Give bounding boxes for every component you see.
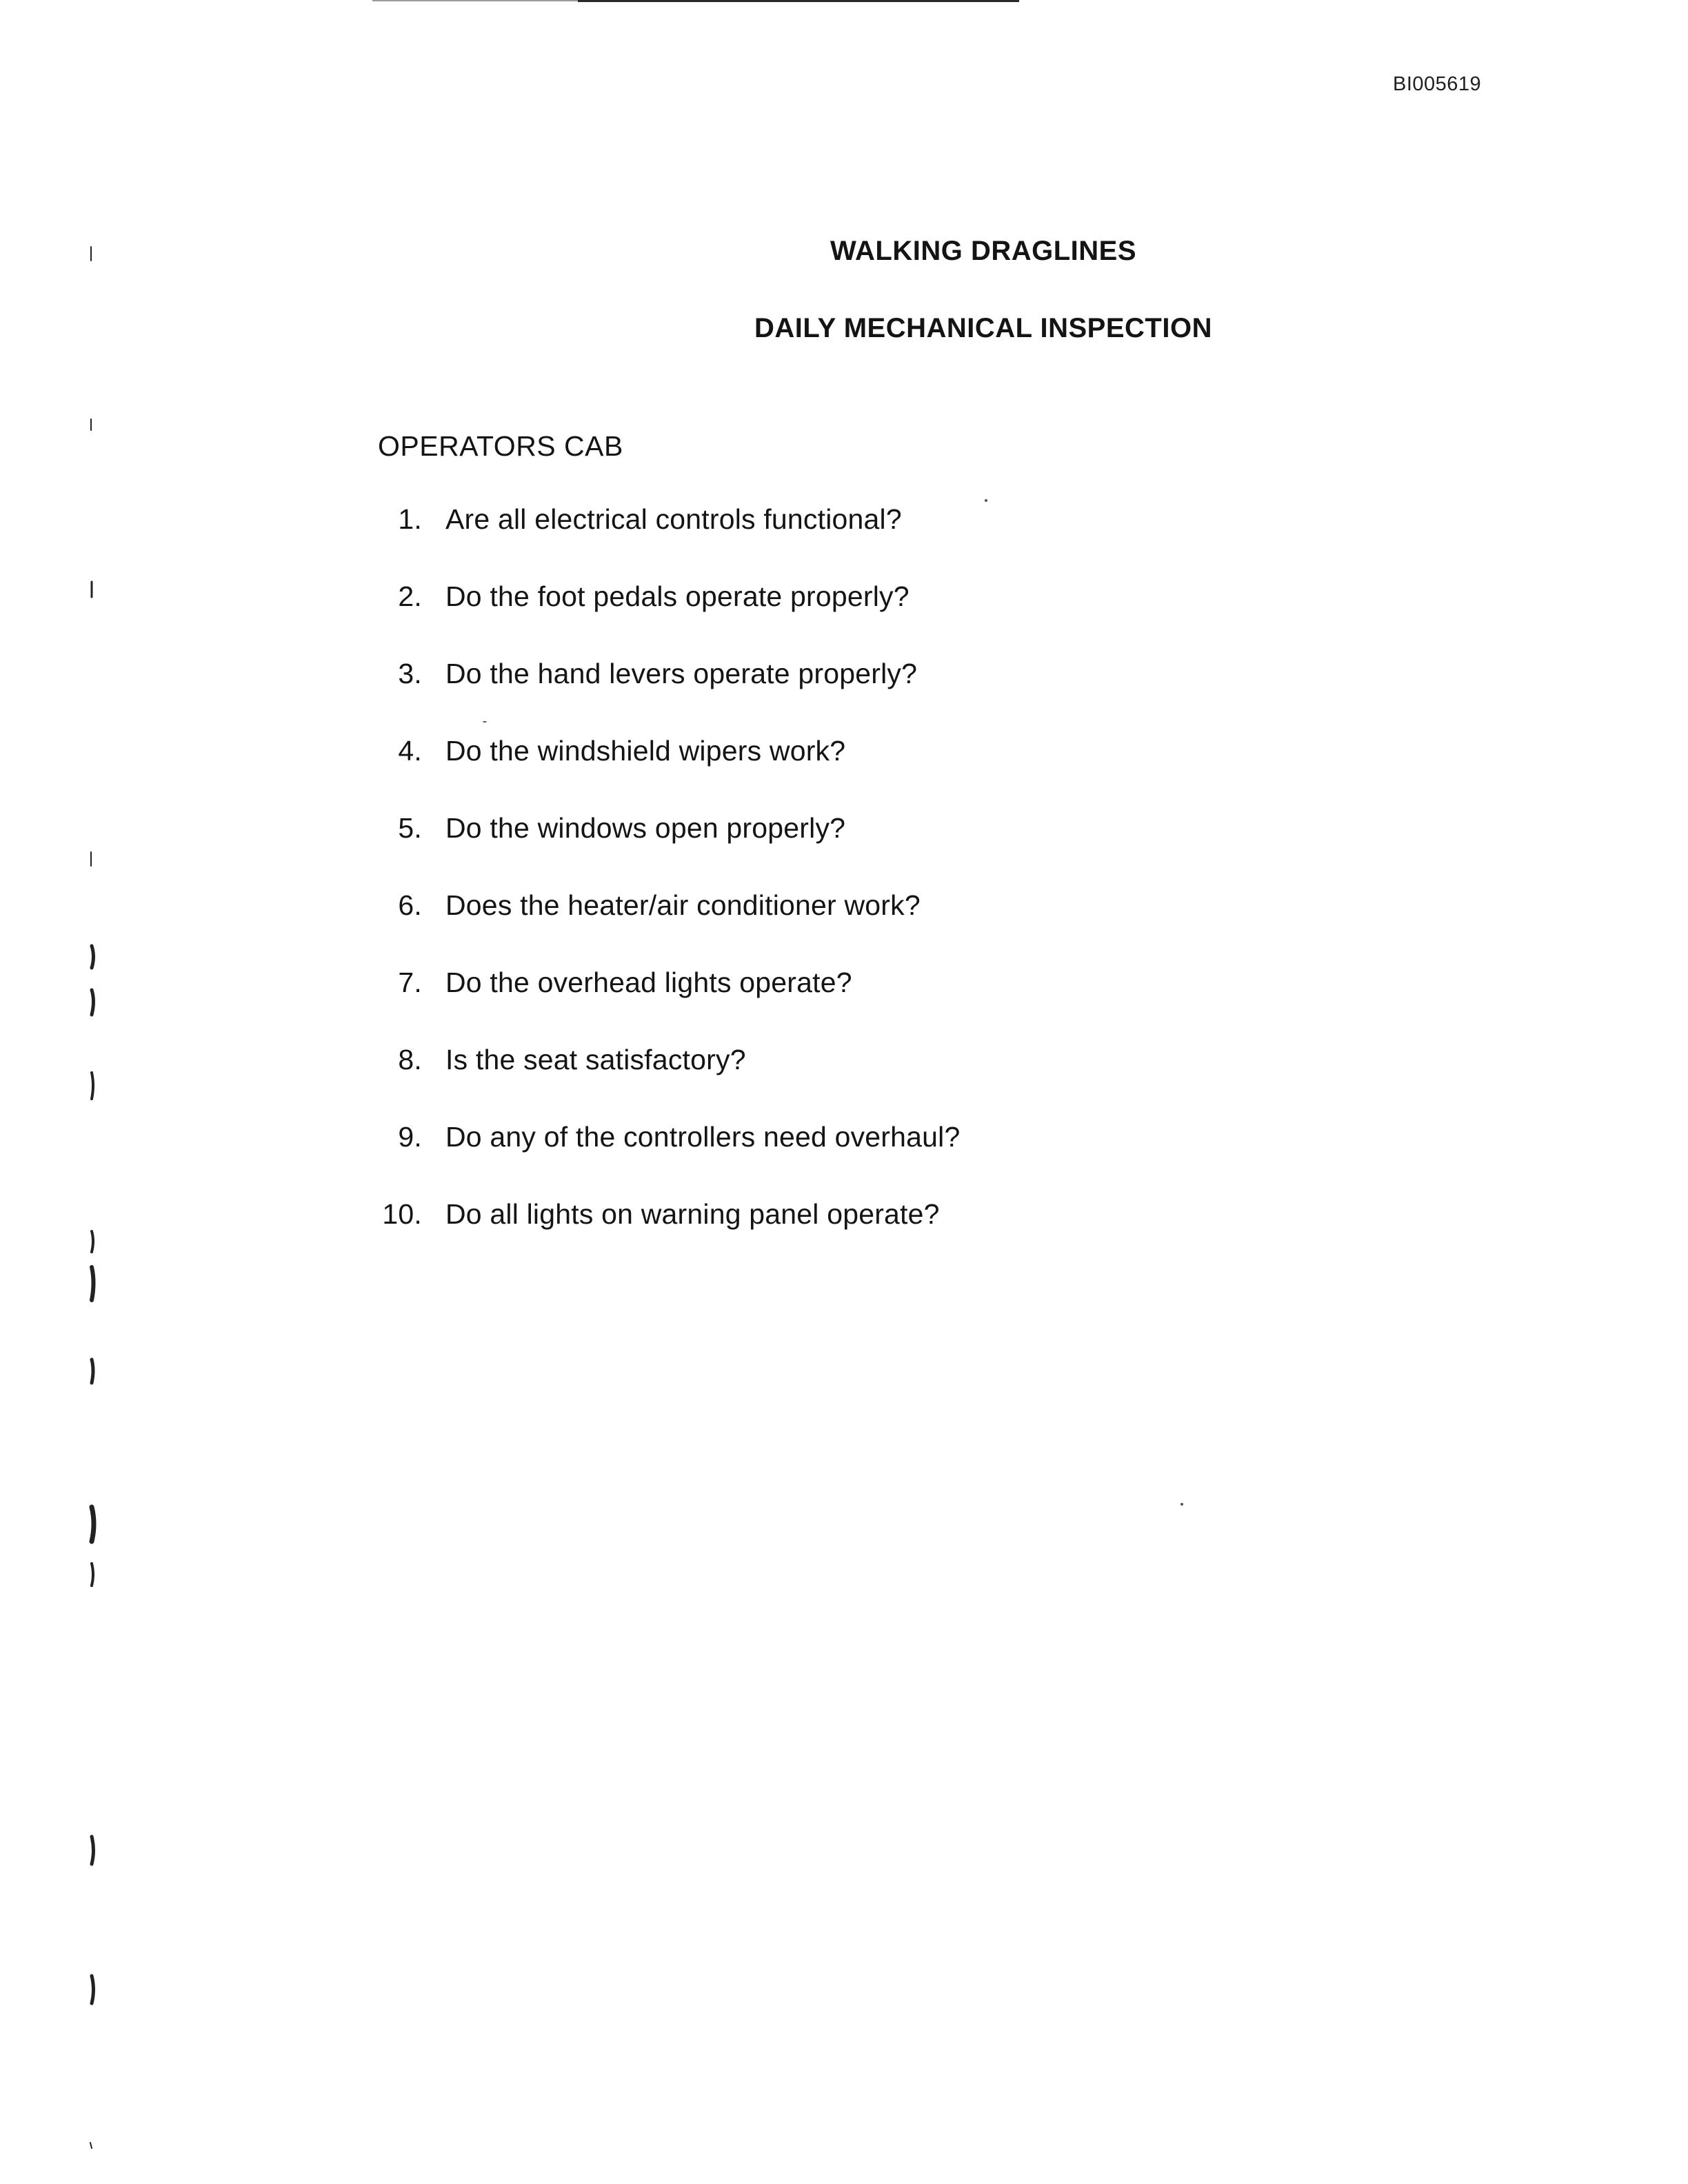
binding-mark <box>92 990 94 1015</box>
item-question: Are all electrical controls functional? <box>445 503 902 535</box>
checklist-item <box>372 1198 960 1275</box>
item-question: Do the overhead lights operate? <box>445 967 852 998</box>
document-title: WALKING DRAGLINES <box>830 236 1137 266</box>
item-question: Does the heater/air conditioner work? <box>445 889 921 921</box>
item-question: Do the foot pedals operate properly? <box>445 580 910 612</box>
checklist-item <box>372 1044 960 1121</box>
binding-hole-marks <box>0 0 138 2184</box>
section-heading: OPERATORS CAB <box>378 430 623 462</box>
binding-mark <box>92 1359 93 1383</box>
binding-mark <box>92 1564 93 1586</box>
binding-mark <box>92 1231 93 1252</box>
checklist-item <box>372 735 960 812</box>
item-number: 2. <box>398 580 422 612</box>
item-number: 3. <box>398 658 422 689</box>
binding-mark <box>92 946 94 968</box>
item-number: 1. <box>398 503 422 535</box>
binding-mark <box>92 1267 94 1300</box>
binding-mark-group <box>90 247 94 2148</box>
item-question: Do the windows open properly? <box>445 812 846 844</box>
checklist-item <box>372 1121 960 1198</box>
top-scan-rule <box>578 0 1019 2</box>
item-number: 5. <box>398 812 422 844</box>
item-number: 4. <box>398 735 422 767</box>
item-question: Do the hand levers operate properly? <box>445 658 918 689</box>
binding-mark <box>92 1073 93 1099</box>
item-number: 9. <box>398 1121 422 1153</box>
checklist-item <box>372 658 960 735</box>
item-question: Do the windshield wipers work? <box>445 735 846 767</box>
binding-mark <box>92 1507 94 1541</box>
checklist-item <box>372 812 960 889</box>
item-number: 7. <box>398 967 422 998</box>
inspection-checklist <box>372 503 960 1275</box>
item-question: Do all lights on warning panel operate? <box>445 1198 940 1230</box>
binding-mark <box>90 2143 92 2148</box>
checklist-item <box>372 889 960 967</box>
item-number: 10. <box>382 1198 422 1230</box>
binding-mark <box>92 1976 94 2003</box>
item-number: 6. <box>398 889 422 921</box>
binding-mark <box>92 1837 94 1864</box>
scan-speck <box>1180 1503 1183 1506</box>
item-question: Is the seat satisfactory? <box>445 1044 746 1075</box>
scan-speck <box>985 499 987 502</box>
checklist-item <box>372 503 960 580</box>
checklist-item <box>372 967 960 1044</box>
checklist-item <box>372 580 960 658</box>
top-scan-rule-faint <box>372 0 579 1</box>
item-question: Do any of the controllers need overhaul? <box>445 1121 961 1153</box>
document-id: BI005619 <box>1393 73 1482 95</box>
item-number: 8. <box>398 1044 422 1075</box>
document-subtitle: DAILY MECHANICAL INSPECTION <box>754 313 1212 343</box>
